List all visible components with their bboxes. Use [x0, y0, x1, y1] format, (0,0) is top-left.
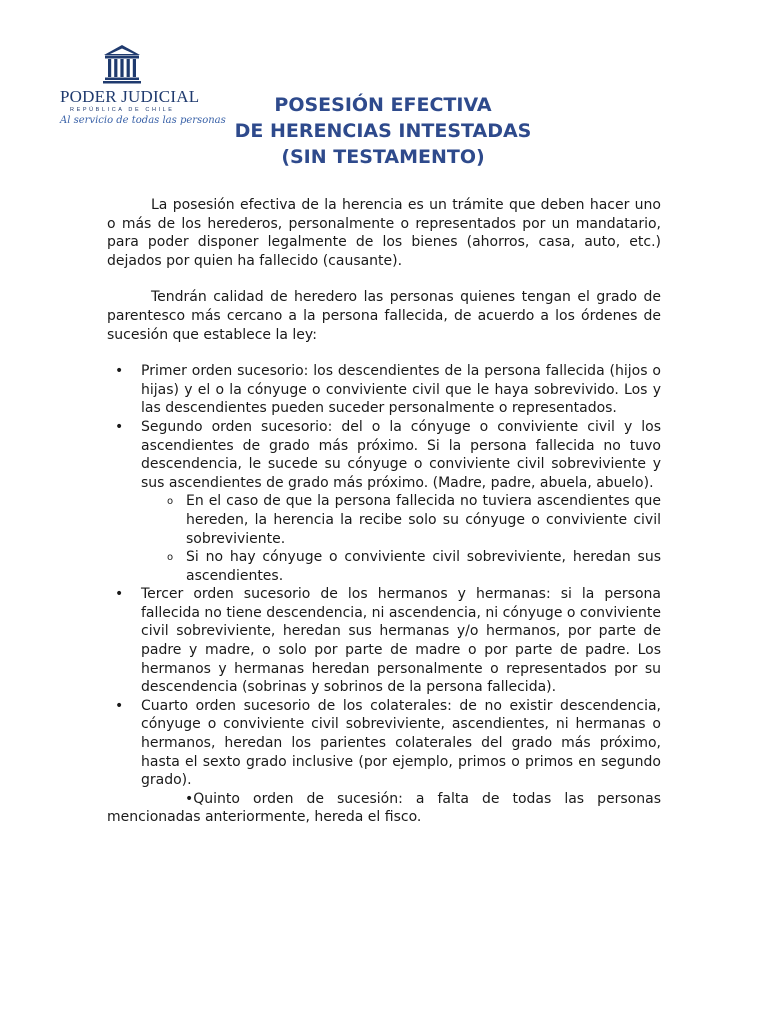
sub-list-item — [141, 492, 661, 548]
bullet-text: Tercer orden sucesorio de los hermanos y hermanas: si la persona fallecida no tiene descendencia, ni ascendencia, ni cónyuge o conviviente civil sobreviviente, heredan sus hermanas y/o hermanos, por parte de padre y madre, o solo por parte de madre o por parte de padre. Los hermanos y hermanas heredan personalmente o representados por su descendencia (sobrinas y sobrinos de la persona fallecida). — [141, 586, 661, 696]
list-item — [107, 418, 661, 585]
quinto-text: Quinto orden de sucesión: a falta de todas las personas mencionadas anteriormente, hereda el fisco. — [107, 790, 661, 826]
bullet-icon: • — [115, 418, 124, 435]
title-line-3: (SIN TESTAMENTO) — [281, 146, 485, 168]
bullet-icon: • — [115, 697, 124, 714]
list-item — [107, 585, 661, 697]
courthouse-icon — [102, 44, 142, 84]
intro-paragraph: La posesión efectiva de la herencia es un trámite que deben hacer uno o más de los herederos, personalmente o representados por un mandatario, para poder disponer legalmente de los bienes (ahorros, casa, auto, etc.) dejados por quien ha fallecido (causante). — [107, 197, 661, 269]
bullet-text: Segundo orden sucesorio: del o la cónyuge o conviviente civil y los ascendientes de grado más próximo. Si la persona fallecida no tuvo descendencia, le sucede su cónyuge o conviviente civil sobreviviente y sus ascendientes de grado más próximo. (Madre, padre, abuela, abuelo). — [141, 418, 661, 491]
quinto-orden-paragraph — [107, 790, 661, 827]
logo-subtitle: REPÚBLICA DE CHILE — [70, 107, 175, 113]
document-body — [107, 196, 661, 827]
sub-bullet-text: Si no hay cónyuge o conviviente civil sobreviviente, heredan sus ascendientes. — [186, 549, 661, 584]
title-line-1: POSESIÓN EFECTIVA — [274, 94, 492, 116]
sub-bullet-icon: o — [167, 496, 174, 508]
bullet-icon: • — [185, 790, 194, 807]
sub-list — [141, 492, 661, 585]
succession-order-list — [107, 362, 661, 790]
bullet-text: Cuarto orden sucesorio de los colaterales: de no existir descendencia, cónyuge o conviviente civil sobreviviente, ascendientes, ni hermanas o hermanos, heredan los parientes colaterales del grado más próximo, hasta el sexto grado inclusive (por ejemplo, primos o primos en segundo grado). — [141, 697, 661, 789]
sub-list-item — [141, 548, 661, 585]
sub-bullet-text: En el caso de que la persona fallecida no tuviera ascendientes que hereden, la herencia la recibe solo su cónyuge o conviviente civil sobreviviente. — [186, 493, 661, 547]
document-title — [200, 92, 566, 170]
logo-name: PODER JUDICIAL — [60, 87, 200, 106]
list-item — [107, 362, 661, 418]
title-line-2: DE HERENCIAS INTESTADAS — [234, 120, 532, 142]
bullet-icon: • — [115, 586, 124, 603]
list-item — [107, 697, 661, 790]
sub-bullet-icon: o — [167, 552, 174, 564]
bullet-text: Primer orden sucesorio: los descendientes de la persona fallecida (hijos o hijas) y el o la cónyuge o conviviente civil que le haya sobrevivido. Los y las descendientes pueden suceder personalmente o representados. — [141, 363, 661, 417]
bullet-icon: • — [115, 363, 124, 380]
heirs-paragraph: Tendrán calidad de heredero las personas quienes tengan el grado de parentesco más cercano a la persona fallecida, de acuerdo a los órdenes de sucesión que establece la ley: — [107, 289, 661, 343]
logo-motto: Al servicio de todas las personas — [60, 115, 226, 126]
poder-judicial-logo — [58, 44, 226, 134]
